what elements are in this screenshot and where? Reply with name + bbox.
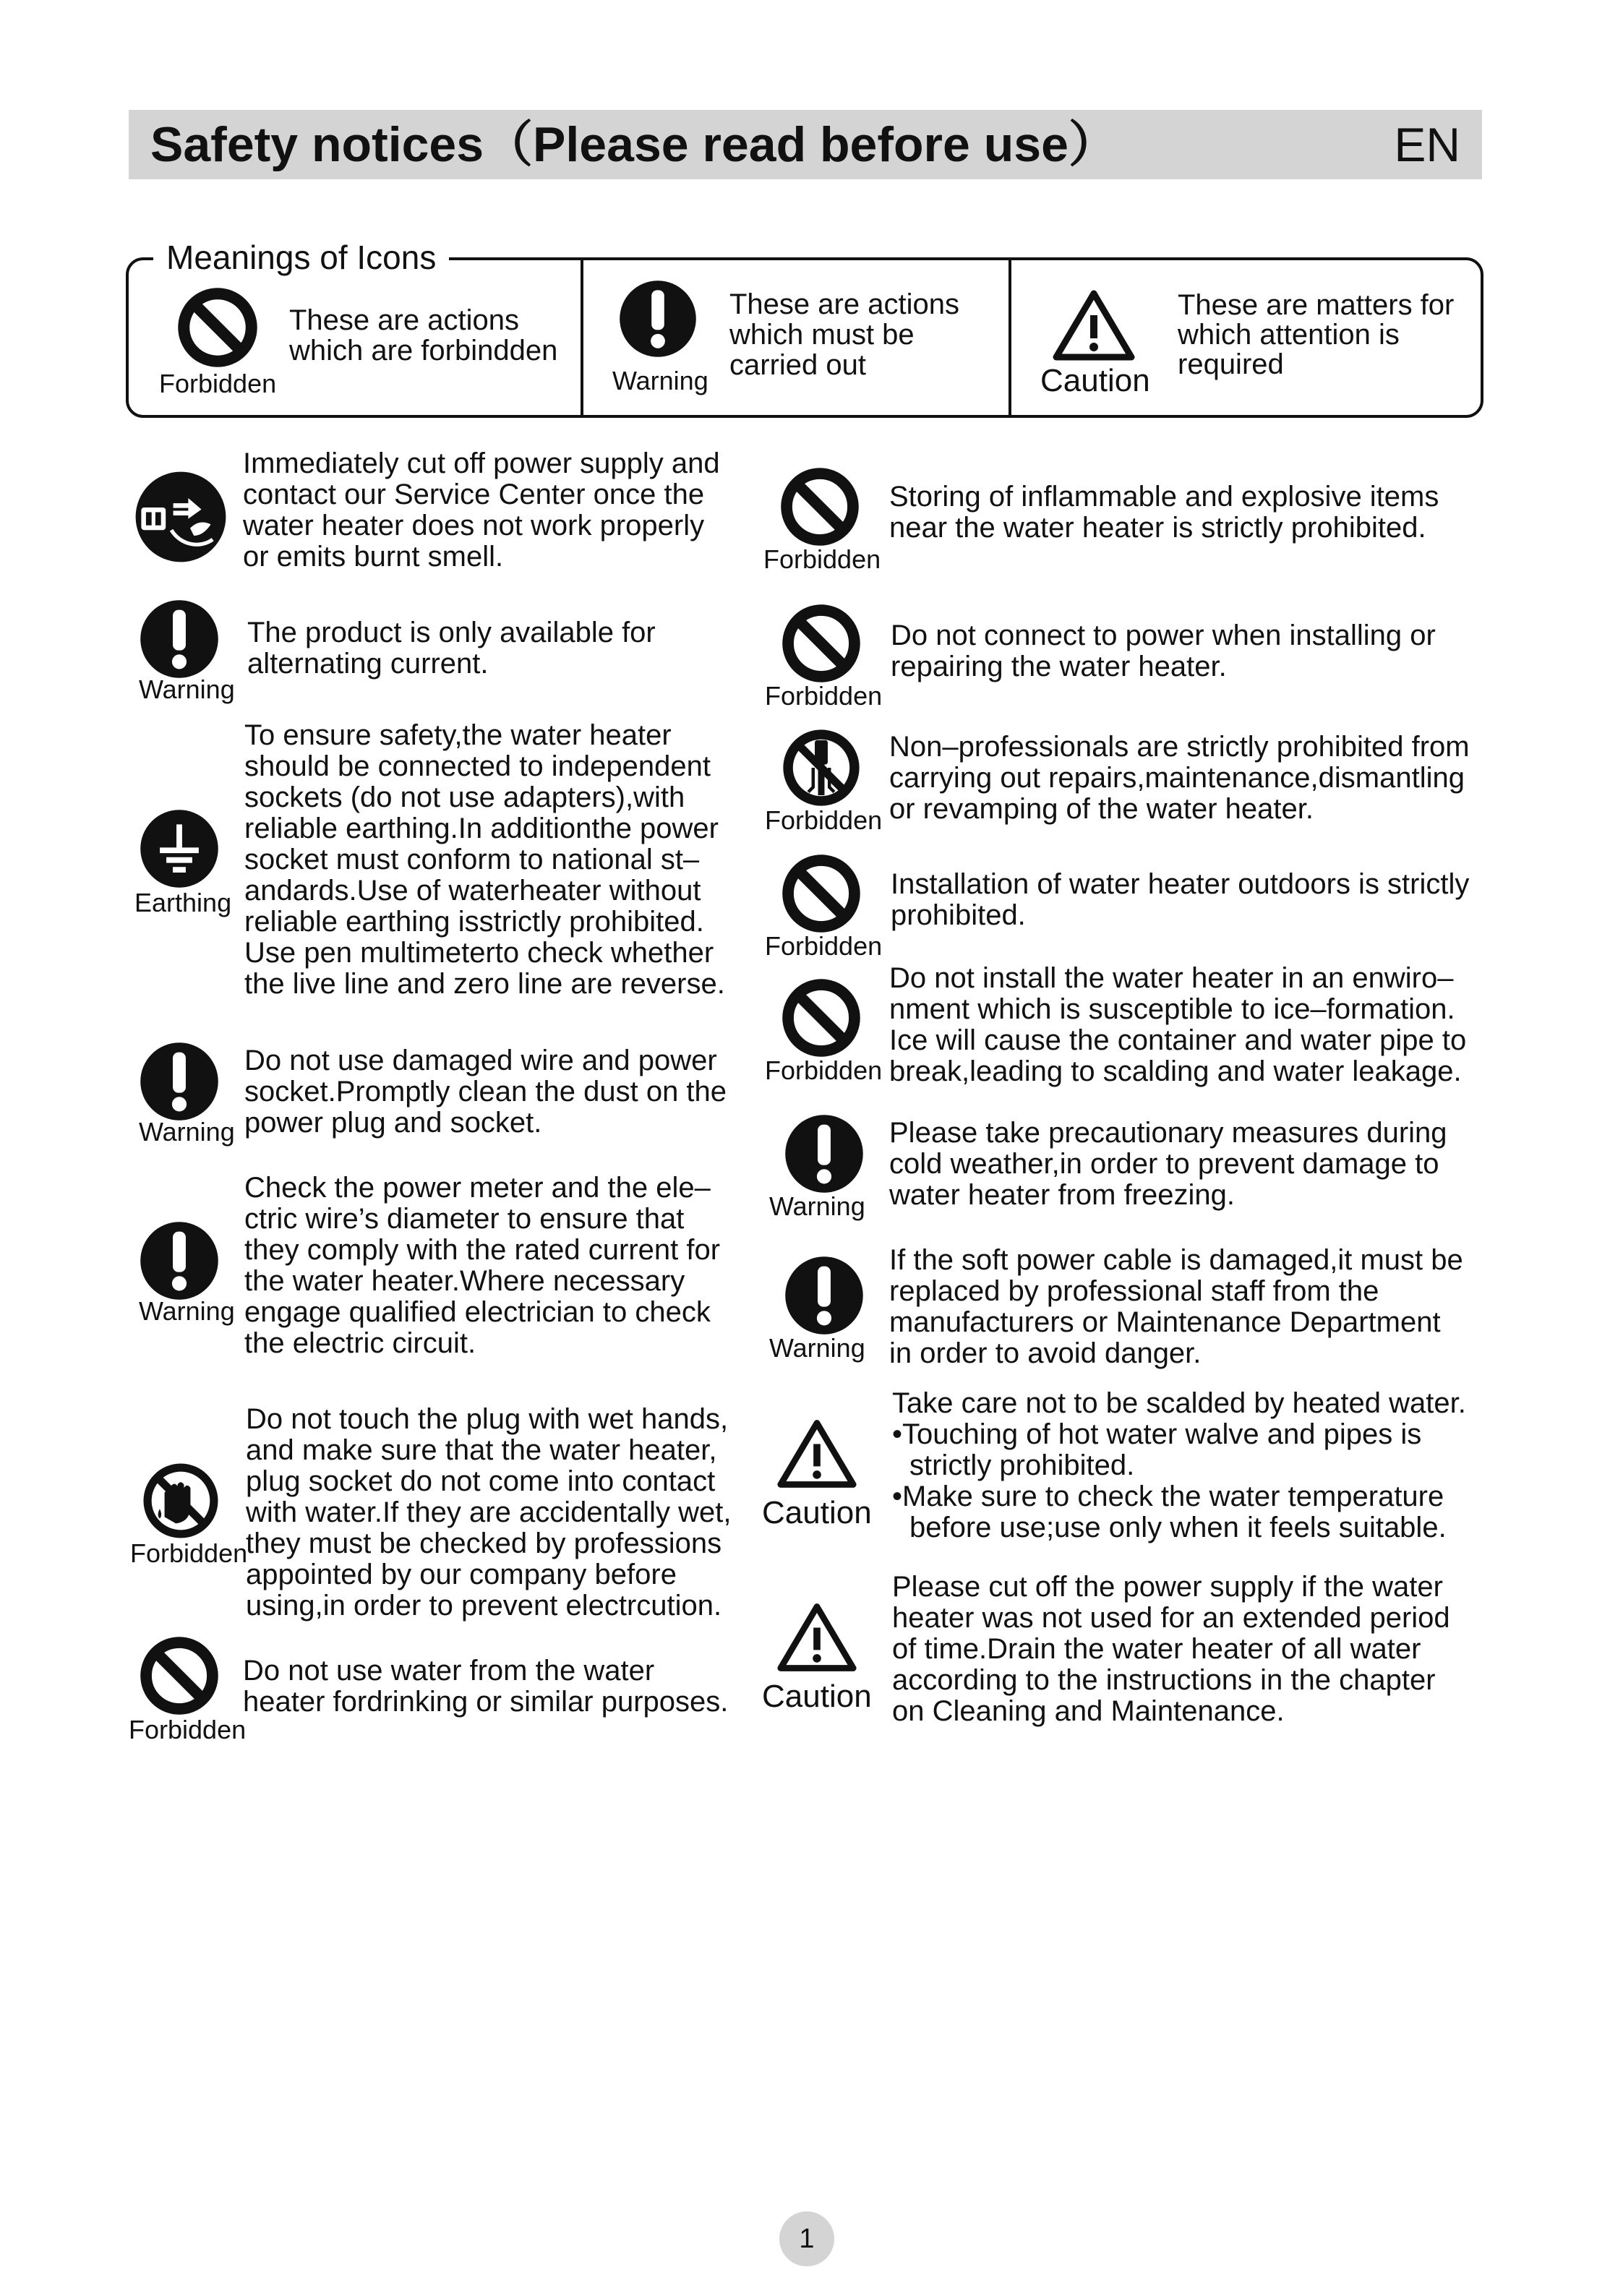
notice-line: andards.Use of waterheater without bbox=[244, 875, 701, 907]
caution-icon bbox=[776, 1602, 857, 1673]
legend-warning bbox=[581, 260, 1011, 415]
icon-legend bbox=[126, 239, 1483, 418]
notice-text bbox=[247, 617, 656, 680]
notice-line: socket.Promptly clean the dust on the bbox=[244, 1076, 727, 1108]
notice-line: Storing of inflammable and explosive items bbox=[889, 481, 1439, 513]
notice-line: they must be checked by professions bbox=[246, 1528, 722, 1559]
notice-line: replaced by professional staff from the bbox=[889, 1275, 1379, 1307]
forbidden-icon bbox=[781, 977, 862, 1058]
notice-line: carrying out repairs,maintenance,dismantling bbox=[889, 762, 1465, 794]
legend-forbidden bbox=[129, 260, 581, 415]
warning-icon bbox=[139, 599, 220, 680]
icon-label: Forbidden bbox=[129, 1715, 247, 1744]
icon-label: Caution bbox=[762, 1679, 872, 1714]
icon-label: Forbidden bbox=[765, 681, 883, 711]
legend-caution bbox=[1009, 260, 1481, 415]
notice-line: cold weather,in order to prevent damage to bbox=[889, 1148, 1439, 1180]
notice-line: Use pen multimeterto check whether bbox=[244, 937, 714, 969]
notice-text bbox=[889, 481, 1439, 544]
earthing-icon bbox=[139, 808, 220, 889]
notice-line: ctric wire’s diameter to ensure that bbox=[244, 1203, 685, 1235]
notice-line: reliable earthing.In additionthe power bbox=[244, 813, 719, 844]
notice-line: of time.Drain the water heater of all water bbox=[892, 1633, 1421, 1665]
icon-label: Warning bbox=[769, 1333, 865, 1363]
notice-line: Please take precautionary measures during bbox=[889, 1117, 1447, 1149]
notice-line: Do not use damaged wire and power bbox=[244, 1045, 717, 1076]
notice-line: Take care not to be scalded by heated water. bbox=[892, 1387, 1466, 1419]
notice-text bbox=[889, 1245, 1463, 1369]
warning-icon bbox=[618, 279, 698, 359]
notice-text bbox=[892, 1388, 1466, 1543]
notice-line: manufacturers or Maintenance Department bbox=[889, 1306, 1441, 1338]
notice-line: according to the instructions in the chapter bbox=[892, 1664, 1436, 1696]
legend-title: Meanings of Icons bbox=[153, 236, 449, 279]
notice-line: Check the power meter and the ele– bbox=[244, 1172, 711, 1204]
notice-line: or revamping of the water heater. bbox=[889, 793, 1314, 825]
notice-line: reliable earthing isstrictly prohibited. bbox=[244, 906, 704, 938]
notice-line: appointed by our company before bbox=[246, 1559, 677, 1590]
notice-line: •Make sure to check the water temperature bbox=[892, 1481, 1444, 1512]
notice-line: before use;use only when it feels suitable. bbox=[909, 1512, 1447, 1543]
caution-icon bbox=[1052, 289, 1136, 361]
notice-text bbox=[243, 1655, 728, 1718]
notice-text bbox=[889, 732, 1470, 825]
warning-icon bbox=[784, 1113, 865, 1194]
notice-line: Non–professionals are strictly prohibited from bbox=[889, 731, 1470, 763]
notice-line: they comply with the rated current for bbox=[244, 1234, 721, 1266]
forbidden-icon bbox=[781, 853, 862, 934]
notice-line: break,leading to scalding and water leakage. bbox=[889, 1055, 1462, 1087]
page-number: 1 bbox=[779, 2211, 834, 2266]
icon-label: Forbidden bbox=[765, 1055, 883, 1085]
notice-line: Do not connect to power when installing or bbox=[891, 620, 1436, 651]
warning-icon bbox=[139, 1220, 220, 1301]
notice-line: using,in order to prevent electrcution. bbox=[246, 1590, 722, 1622]
notice-line: engage qualified electrician to check bbox=[244, 1296, 711, 1328]
notice-line: heater was not used for an extended period bbox=[892, 1602, 1450, 1634]
notice-text bbox=[243, 448, 720, 573]
forbidden-icon bbox=[781, 603, 862, 684]
legend-caution-text: These are matters for which attention is required bbox=[1178, 289, 1455, 380]
icon-label: Forbidden bbox=[765, 931, 883, 961]
forbidden-icon bbox=[176, 286, 259, 369]
no-wet-hands-icon bbox=[140, 1460, 221, 1541]
notice-text bbox=[892, 1572, 1450, 1727]
notice-line: the live line and zero line are reverse. bbox=[244, 968, 725, 1000]
unplug-icon bbox=[134, 470, 228, 564]
notice-line: Do not touch the plug with wet hands, bbox=[246, 1403, 729, 1435]
legend-warning-label: Warning bbox=[612, 366, 708, 395]
notice-line: the water heater.Where necessary bbox=[244, 1265, 685, 1297]
notice-line: sockets (do not use adapters),with bbox=[244, 781, 685, 813]
page-header bbox=[129, 110, 1482, 179]
warning-icon bbox=[784, 1255, 865, 1336]
legend-forbidden-label: Forbidden bbox=[159, 369, 277, 398]
notice-line: near the water heater is strictly prohibited. bbox=[889, 512, 1426, 544]
notice-line: To ensure safety,the water heater bbox=[244, 719, 672, 751]
notice-line: Do not use water from the water bbox=[243, 1655, 655, 1687]
notice-line: on Cleaning and Maintenance. bbox=[892, 1695, 1285, 1727]
notice-line: Immediately cut off power supply and bbox=[243, 447, 720, 479]
notice-text bbox=[244, 720, 725, 1000]
no-disassembly-icon bbox=[781, 727, 862, 808]
notice-line: repairing the water heater. bbox=[891, 651, 1227, 682]
notice-line: water heater does not work properly bbox=[243, 510, 705, 541]
warning-icon bbox=[139, 1041, 220, 1122]
notice-text bbox=[889, 963, 1466, 1087]
notice-line: alternating current. bbox=[247, 648, 489, 680]
icon-label: Warning bbox=[139, 1296, 235, 1326]
icon-label: Warning bbox=[139, 674, 235, 704]
notice-line: nment which is susceptible to ice–formation. bbox=[889, 993, 1455, 1025]
notice-text bbox=[244, 1045, 727, 1139]
language-code: EN bbox=[1394, 118, 1460, 171]
notice-line: •Touching of hot water walve and pipes is bbox=[892, 1418, 1422, 1450]
notice-line: water heater from freezing. bbox=[889, 1179, 1235, 1211]
notice-line: strictly prohibited. bbox=[909, 1449, 1135, 1481]
notice-text bbox=[246, 1404, 731, 1622]
notice-line: contact our Service Center once the bbox=[243, 479, 705, 510]
notice-text bbox=[889, 1118, 1447, 1211]
notice-line: the electric circuit. bbox=[244, 1327, 476, 1359]
forbidden-icon bbox=[779, 466, 860, 547]
legend-warning-text: These are actions which must be carried out bbox=[729, 288, 959, 381]
notice-line: and make sure that the water heater, bbox=[246, 1434, 717, 1466]
notice-line: should be connected to independent bbox=[244, 750, 711, 782]
icon-label: Caution bbox=[762, 1495, 872, 1530]
notice-line: or emits burnt smell. bbox=[243, 541, 504, 573]
icon-label: Forbidden bbox=[763, 544, 881, 574]
notice-line: Ice will cause the container and water pipe to bbox=[889, 1024, 1467, 1056]
caution-icon bbox=[776, 1418, 857, 1489]
forbidden-icon bbox=[139, 1635, 220, 1716]
icon-label: Earthing bbox=[134, 888, 232, 917]
icon-label: Warning bbox=[139, 1117, 235, 1147]
notice-text bbox=[891, 869, 1469, 931]
notice-line: power plug and socket. bbox=[244, 1107, 542, 1139]
icon-label: Forbidden bbox=[765, 805, 883, 835]
notice-line: Please cut off the power supply if the water bbox=[892, 1571, 1443, 1603]
notice-text bbox=[891, 620, 1436, 682]
notice-line: socket must conform to national st– bbox=[244, 844, 700, 875]
notice-line: Do not install the water heater in an enwiro– bbox=[889, 962, 1454, 994]
notice-line: prohibited. bbox=[891, 899, 1026, 931]
notice-line: The product is only available for bbox=[247, 617, 656, 648]
page-title: Safety notices（Please read before use） bbox=[150, 117, 1118, 172]
icon-label: Forbidden bbox=[130, 1538, 248, 1568]
notice-line: with water.If they are accidentally wet, bbox=[246, 1496, 732, 1528]
icon-label: Warning bbox=[769, 1191, 865, 1221]
legend-caution-label: Caution bbox=[1040, 363, 1150, 398]
notice-line: If the soft power cable is damaged,it must be bbox=[889, 1244, 1463, 1276]
legend-forbidden-text: These are actions which are forbindden bbox=[289, 304, 558, 367]
notice-line: heater fordrinking or similar purposes. bbox=[243, 1686, 729, 1718]
notice-line: in order to avoid danger. bbox=[889, 1337, 1202, 1369]
notice-line: Installation of water heater outdoors is strictly bbox=[891, 868, 1470, 900]
notice-text bbox=[244, 1173, 720, 1359]
notice-line: plug socket do not come into contact bbox=[246, 1465, 716, 1497]
